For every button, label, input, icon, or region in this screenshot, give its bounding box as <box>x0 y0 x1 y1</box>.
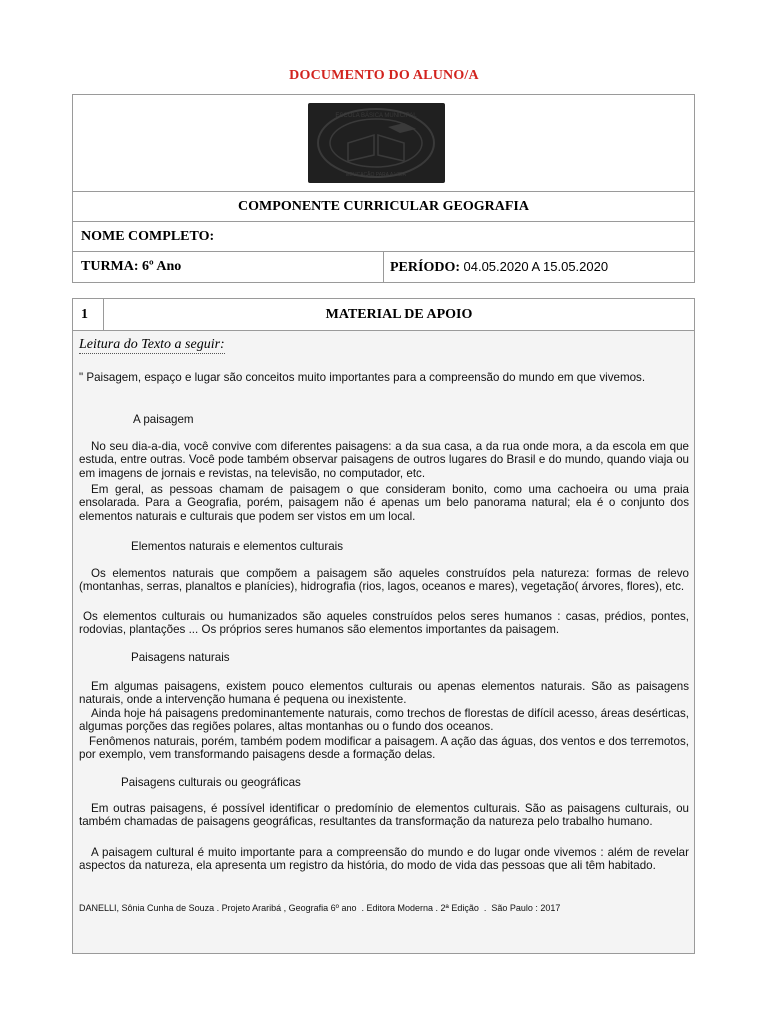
logo-panel <box>72 94 695 192</box>
row-divider <box>383 252 384 282</box>
subtitle-naturais: Paisagens naturais <box>131 651 230 664</box>
class-period-row <box>72 251 695 283</box>
bibliographic-reference: DANELLI, Sônia Cunha de Souza . Projeto Araribá , Geografia 6º ano . Editora Moderna . 2ª Edição . São Paulo : 2017 <box>79 903 561 913</box>
paragraph-culturais-2: A paisagem cultural é muito importante para a compreensão do mundo e do lugar onde vivemos : além de revelar aspectos da natureza, ela apresenta um registro da história, do modo de vida das pessoas que ali têm habitado. <box>79 846 689 873</box>
logo-text-bottom: EDUCAÇÃO PARA A VIDA <box>346 172 406 178</box>
support-material-section <box>72 298 695 954</box>
logo-text-top: ESCOLA BÁSICA MUNICIPAL <box>335 113 417 119</box>
period-value: 04.05.2020 A 15.05.2020 <box>463 259 609 274</box>
paragraph-intro: " Paisagem, espaço e lugar são conceitos muito importantes para a compreensão do mundo em que vivemos. <box>79 371 646 384</box>
period-field <box>390 259 608 276</box>
class-field <box>81 259 181 275</box>
paragraph-naturais-2: Ainda hoje há paisagens predominantemente naturais, como trechos de florestas de difícil acesso, áreas desérticas, algumas porções das regiões polares, altas montanhas ou o fundo dos oceanos. <box>79 707 689 734</box>
paragraph-elementos-1: Os elementos naturais que compõem a paisagem são aqueles construídos pela natureza: formas de relevo (montanhas, serras, planaltos e planícies), hidrografia (rios, lagos, oceanos e mares), vegetação( árvores, flores), etc. <box>79 567 689 594</box>
subtitle-culturais: Paisagens culturais ou geográficas <box>121 776 301 789</box>
paragraph-paisagem-2: Em geral, as pessoas chamam de paisagem o que consideram bonito, como uma cachoeira ou uma praia ensolarada. Para a Geografia, porém, paisagem não é apenas um belo panorama natural; ela é o conjunto dos elementos naturais e culturais que podem ser vistos em um local. <box>79 483 689 523</box>
class-label: TURMA: <box>81 259 139 274</box>
school-emblem-icon <box>308 103 445 183</box>
paragraph-culturais-1: Em outras paisagens, é possível identificar o predomínio de elementos culturais. São as paisagens culturais, ou também chamadas de paisagens geográficas, resultantes da transformação da natureza pelo trabalho humano. <box>79 802 689 829</box>
component-row <box>72 191 695 222</box>
component-title: COMPONENTE CURRICULAR GEOGRAFIA <box>238 199 529 214</box>
name-label: NOME COMPLETO: <box>81 229 215 244</box>
paragraph-naturais-1: Em algumas paisagens, existem pouco elementos culturais ou apenas elementos naturais. São as paisagens naturais, onde a intervenção humana é pequena ou inexistente. <box>79 680 689 707</box>
subtitle-elementos: Elementos naturais e elementos culturais <box>131 540 344 553</box>
school-logo <box>308 103 445 183</box>
reading-instruction: Leitura do Texto a seguir: <box>79 337 225 352</box>
document-title: DOCUMENTO DO ALUNO/A <box>289 68 479 83</box>
support-material-header <box>73 299 694 331</box>
class-value: 6º Ano <box>142 259 182 274</box>
section-number: 1 <box>81 307 88 322</box>
period-label: PERÍODO: <box>390 260 460 275</box>
subtitle-paisagem: A paisagem <box>133 413 194 426</box>
name-row[interactable] <box>72 221 695 252</box>
section-title: MATERIAL DE APOIO <box>325 307 473 322</box>
paragraph-naturais-3: Fenômenos naturais, porém, também podem modificar a paisagem. A ação das águas, dos ventos e dos terremotos, por exemplo, vem transformando paisagens desde a formação delas. <box>79 735 689 762</box>
paragraph-paisagem-1: No seu dia-a-dia, você convive com diferentes paisagens: a da sua casa, a da rua onde mora, a da escola em que estuda, entre outras. Você pode também observar paisagens de outros lugares do Brasil e do mundo, quando viaja ou em imagens de jornais e revistas, na televisão, no computador, etc. <box>79 440 689 480</box>
paragraph-elementos-2: Os elementos culturais ou humanizados são aqueles construídos pelos seres humanos : casas, prédios, pontes, rodovias, plantações ... Os próprios seres humanos são elementos importantes da paisagem. <box>79 610 689 637</box>
